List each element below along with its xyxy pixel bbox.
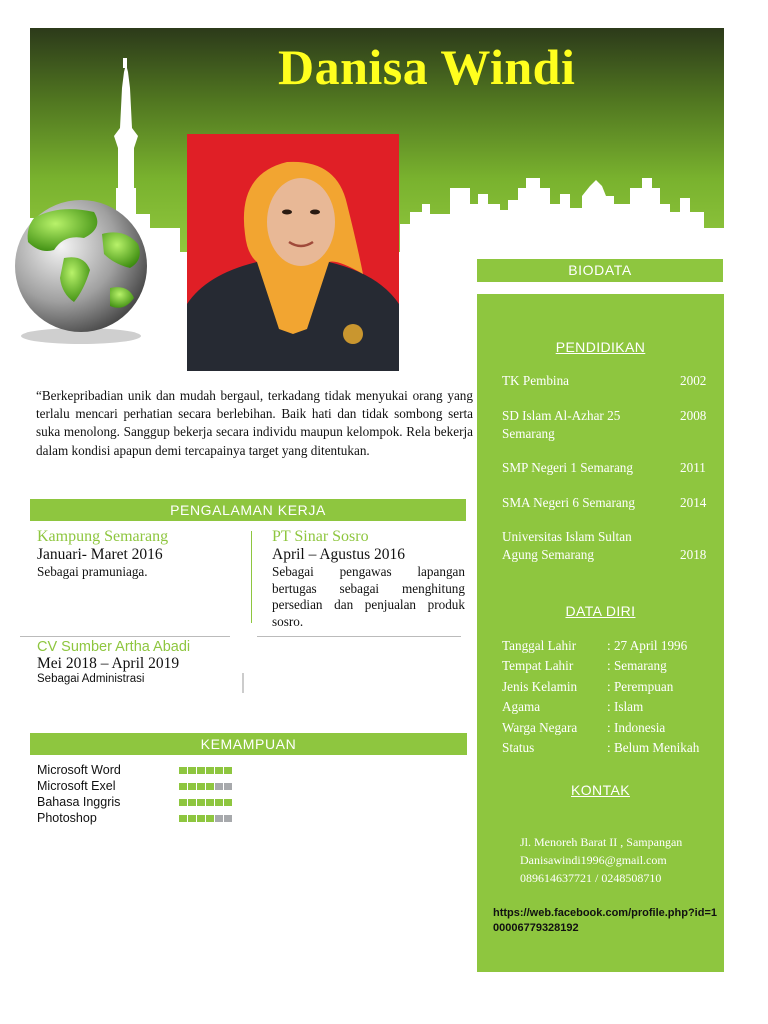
skill-level-square — [224, 783, 232, 790]
contact-address: Jl. Menoreh Barat II , Sampangan — [520, 835, 683, 849]
skill-name: Microsoft Word — [37, 763, 121, 777]
experience-item — [37, 639, 252, 685]
skill-level-square — [224, 815, 232, 822]
skill-level-square — [224, 767, 232, 774]
divider — [251, 531, 252, 623]
skill-level-square — [215, 767, 223, 774]
skill-level-square — [215, 815, 223, 822]
job-role: Sebagai Administrasi — [37, 673, 145, 685]
section-header-pengalaman: PENGALAMAN KERJA — [30, 499, 466, 521]
skill-level-square — [206, 815, 214, 822]
divider — [20, 636, 230, 637]
job-role: Sebagai pramuniaga. — [37, 564, 148, 579]
education-year: 2008 — [680, 408, 707, 423]
job-period: Mei 2018 – April 2019 — [37, 655, 180, 672]
personal-value: : Perempuan — [607, 678, 674, 694]
globe-icon — [4, 198, 158, 346]
job-company: CV Sumber Artha Abadi — [37, 639, 191, 655]
education-year: 2014 — [680, 495, 707, 510]
skill-level-square — [206, 783, 214, 790]
candidate-name: Danisa Windi — [278, 39, 576, 95]
skill-level-square — [179, 783, 187, 790]
job-period: Januari- Maret 2016 — [37, 546, 163, 563]
skill-level-square — [188, 767, 196, 774]
skill-level — [179, 815, 232, 822]
education-year: 2011 — [680, 460, 706, 475]
skill-level-square — [179, 815, 187, 822]
skill-level-square — [179, 767, 187, 774]
skill-level-square — [215, 783, 223, 790]
personal-label: Tempat Lahir — [502, 658, 574, 674]
experience-item — [37, 528, 242, 581]
facebook-link[interactable]: https://web.facebook.com/profile.php?id=100006779328192 — [493, 907, 717, 934]
person-portrait-illustration — [187, 134, 399, 371]
job-period: April – Agustus 2016 — [272, 546, 406, 563]
education-year: 2018 — [680, 547, 707, 562]
divider — [257, 636, 461, 637]
contact-info — [520, 833, 682, 887]
personal-value: : 27 April 1996 — [607, 638, 688, 653]
personal-label: Tanggal Lahir — [502, 638, 577, 653]
skill-level-square — [197, 783, 205, 790]
skill-level — [179, 783, 232, 790]
personal-label: Status — [502, 740, 535, 756]
section-header-kemampuan: KEMAMPUAN — [30, 733, 467, 755]
skill-level-square — [197, 799, 205, 806]
personal-summary: “Berkepribadian unik dan mudah bergaul, terkadang tidak menyukai orang yang terlalu mencari perhatian secara berlebihan. Baik hati dan tidak sombong serta suka menolong. Sanggup bekerja secara individu maupun kelompok. Rela bekerja dalam kondisi apapun demi tercapainya target yang ditentukan. — [36, 388, 473, 458]
personal-labels — [502, 636, 577, 758]
job-company: Kampung Semarang — [37, 528, 169, 545]
skill-level-square — [179, 799, 187, 806]
skill-level-square — [215, 799, 223, 806]
education-year: 2002 — [680, 373, 707, 388]
personal-values — [607, 636, 699, 758]
personal-label: Agama — [502, 699, 541, 715]
skill-level-square — [206, 767, 214, 774]
skill-level-square — [188, 815, 196, 822]
contact-phone: 089614637721 / 0248508710 — [520, 871, 662, 885]
skill-level-square — [197, 767, 205, 774]
personal-label: Jenis Kelamin — [502, 678, 578, 694]
skill-level — [179, 799, 232, 806]
personal-value: : Indonesia — [607, 719, 666, 735]
education-school: Universitas Islam Sultan Agung Semarang — [502, 529, 632, 562]
skill-level — [179, 767, 232, 774]
personal-value: : Islam — [607, 699, 644, 715]
section-header-pendidikan: PENDIDIKAN — [555, 339, 646, 355]
job-role: Sebagai pengawas lapangan bertugas sebagai menghitung persedian dan penjualan produk sosro. — [272, 564, 465, 629]
skill-level-square — [224, 799, 232, 806]
education-school: SMP Negeri 1 Semarang — [502, 460, 633, 475]
personal-value: : Belum Menikah — [607, 740, 700, 756]
job-company: PT Sinar Sosro — [272, 528, 369, 545]
education-school: TK Pembina — [502, 373, 570, 388]
skill-level-square — [197, 815, 205, 822]
contact-email[interactable]: Danisawindi1996@gmail.com — [520, 853, 667, 867]
skill-level-square — [188, 783, 196, 790]
skill-name: Bahasa Inggris — [37, 795, 121, 809]
profile-photo — [187, 134, 399, 371]
section-header-kontak: KONTAK — [571, 782, 630, 798]
personal-value: : Semarang — [607, 658, 667, 674]
section-header-biodata: BIODATA — [477, 259, 723, 282]
education-school: SMA Negeri 6 Semarang — [502, 495, 635, 510]
divider — [242, 673, 244, 693]
experience-item — [272, 528, 465, 630]
skill-level-square — [188, 799, 196, 806]
education-school: SD Islam Al-Azhar 25 Semarang — [502, 408, 621, 441]
skill-name: Microsoft Exel — [37, 779, 116, 793]
personal-label: Warga Negara — [502, 719, 578, 735]
skill-level-square — [206, 799, 214, 806]
section-header-data-diri: DATA DIRI — [565, 603, 636, 619]
skill-name: Photoshop — [37, 811, 97, 825]
